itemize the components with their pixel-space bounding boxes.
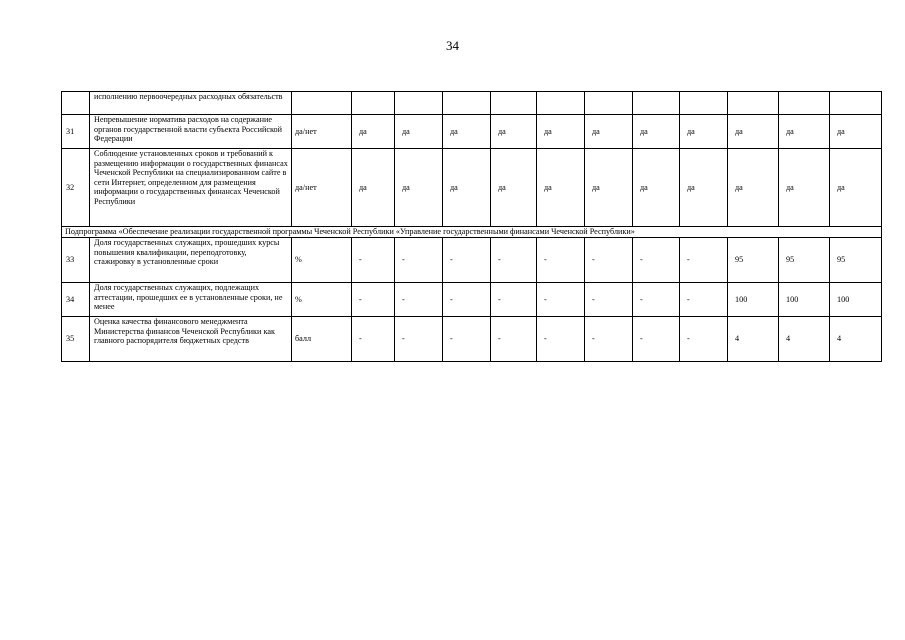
value-cell [395,92,443,115]
value-cell: да [779,115,830,149]
value-cell: да [779,149,830,227]
value-cell [352,92,395,115]
value-cell: - [680,283,728,317]
value-cell: да [491,115,537,149]
value-cell [633,92,680,115]
indicators-table [61,91,882,362]
value-cell: - [491,283,537,317]
value-cell: да [537,115,585,149]
unit-cell: % [292,238,352,283]
value-cell: - [443,283,491,317]
value-cell: - [585,317,633,362]
value-cell: да [352,149,395,227]
table-row [62,283,882,317]
table-row [62,149,882,227]
value-cell: - [680,317,728,362]
value-cell: - [633,283,680,317]
value-cell: да [680,149,728,227]
value-cell: - [395,238,443,283]
value-cell: да [537,149,585,227]
value-cell: 100 [728,283,779,317]
value-cell: 95 [728,238,779,283]
value-cell: да [728,115,779,149]
value-cell [585,92,633,115]
row-number: 34 [62,283,90,317]
subprogram-row [62,227,882,238]
value-cell: 100 [779,283,830,317]
value-cell: - [443,317,491,362]
row-number: 35 [62,317,90,362]
indicator-description: Соблюдение установленных сроков и требований к размещению информации о государственных финансах Чеченской Республики на специализированном сайте в сети Интернет, определенном для размещения информации о государственных финансах Чеченской Республики [90,149,292,227]
table-row [62,92,882,115]
table-row [62,317,882,362]
row-number: 32 [62,149,90,227]
value-cell: 4 [830,317,882,362]
value-cell [680,92,728,115]
indicator-description: Непревышение норматива расходов на содержание органов государственной власти субъекта Российской Федерации [90,115,292,149]
value-cell: - [443,238,491,283]
value-cell: 100 [830,283,882,317]
value-cell: да [633,149,680,227]
value-cell: - [395,283,443,317]
value-cell: - [537,238,585,283]
value-cell: - [491,317,537,362]
value-cell: 4 [728,317,779,362]
value-cell: - [352,238,395,283]
unit-cell: да/нет [292,149,352,227]
value-cell: да [585,149,633,227]
value-cell [537,92,585,115]
value-cell [830,92,882,115]
value-cell [728,92,779,115]
indicator-description: исполнению первоочередных расходных обязательств [90,92,292,115]
unit-cell [292,92,352,115]
unit-cell: % [292,283,352,317]
value-cell [443,92,491,115]
value-cell: - [352,317,395,362]
table-row [62,238,882,283]
value-cell: да [395,149,443,227]
unit-cell: балл [292,317,352,362]
value-cell: - [491,238,537,283]
value-cell [491,92,537,115]
value-cell: да [830,149,882,227]
value-cell: - [585,238,633,283]
value-cell: да [680,115,728,149]
subprogram-title: Подпрограмма «Обеспечение реализации государственной программы Чеченской Республики «Управление государственными финансами Чеченской Республики» [62,227,882,238]
value-cell: да [491,149,537,227]
value-cell: - [633,238,680,283]
row-number [62,92,90,115]
row-number: 33 [62,238,90,283]
value-cell: - [352,283,395,317]
value-cell: - [395,317,443,362]
value-cell: да [830,115,882,149]
value-cell: да [395,115,443,149]
value-cell: да [728,149,779,227]
value-cell: - [680,238,728,283]
value-cell: да [443,115,491,149]
page-number: 34 [446,38,459,53]
value-cell: 95 [779,238,830,283]
value-cell: 4 [779,317,830,362]
value-cell [779,92,830,115]
value-cell: да [633,115,680,149]
value-cell: - [585,283,633,317]
value-cell: да [443,149,491,227]
value-cell: 95 [830,238,882,283]
value-cell: да [352,115,395,149]
indicator-description: Доля государственных служащих, подлежащих аттестации, прошедших ее в установленные сроки, не менее [90,283,292,317]
unit-cell: да/нет [292,115,352,149]
value-cell: - [537,283,585,317]
indicator-description: Оценка качества финансового менеджмента Министерства финансов Чеченской Республики как главного распорядителя бюджетных средств [90,317,292,362]
value-cell: - [537,317,585,362]
row-number: 31 [62,115,90,149]
indicator-description: Доля государственных служащих, прошедших курсы повышения квалификации, переподготовку, стажировку в установленные сроки [90,238,292,283]
value-cell: - [633,317,680,362]
table-row [62,115,882,149]
value-cell: да [585,115,633,149]
